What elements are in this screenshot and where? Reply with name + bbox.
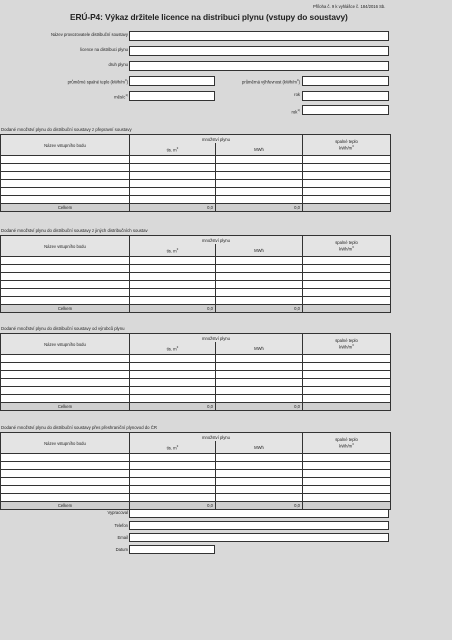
col-header-point-name: Název vstupního bodu: [1, 334, 130, 355]
mwh-cell[interactable]: [216, 387, 303, 395]
license-label: licence na distribuci plynu: [80, 47, 128, 52]
gas-type-label: druh plynu: [108, 62, 128, 67]
calorific-cell[interactable]: [303, 387, 391, 395]
table-row: [1, 462, 391, 470]
calorific-cell[interactable]: [303, 470, 391, 478]
m3-cell[interactable]: [130, 164, 216, 172]
calorific-cell[interactable]: [303, 172, 391, 180]
mwh-cell[interactable]: [216, 180, 303, 188]
total-calorific: [303, 305, 391, 313]
point-name-cell[interactable]: [1, 486, 130, 494]
m3-cell[interactable]: [130, 257, 216, 265]
mwh-cell[interactable]: [216, 156, 303, 164]
date-field[interactable]: [129, 545, 215, 554]
col-header-calorific: spalné teplo kWh/$m^3$: [303, 334, 391, 355]
mwh-cell[interactable]: [216, 379, 303, 387]
table-row: [1, 486, 391, 494]
calorific-cell[interactable]: [303, 454, 391, 462]
calorific-cell[interactable]: [303, 395, 391, 403]
m3-cell[interactable]: [130, 387, 216, 395]
section-title: Dodané množství plynu do distribuční soustavy od výrobců plynu: [1, 326, 125, 331]
point-name-cell[interactable]: [1, 265, 130, 273]
point-name-cell[interactable]: [1, 395, 130, 403]
col-header-m3: tis. $m^3$: [130, 342, 216, 355]
table-row: [1, 494, 391, 502]
m3-cell[interactable]: [130, 363, 216, 371]
col-header-calorific: spalné teplo kWh/$m^3$: [303, 433, 391, 454]
m3-cell[interactable]: [130, 462, 216, 470]
table-row: [1, 188, 391, 196]
calorific-cell[interactable]: [303, 156, 391, 164]
total-calorific: [303, 204, 391, 212]
section-title: Dodané množství plynu do distribuční soustavy přes přeshraniční plynovod do ČR: [1, 425, 157, 430]
table-row: [1, 371, 391, 379]
phone-label: Telefon: [114, 523, 128, 528]
section-title: Dodané množství plynu do distribuční soustavy z jiných distribučních soustav: [1, 228, 148, 233]
mwh-cell[interactable]: [216, 196, 303, 204]
calorific-cell[interactable]: [303, 355, 391, 363]
total-m3: 0,0: [130, 403, 216, 411]
col-header-m3: tis. $m^3$: [130, 143, 216, 156]
total-row: [1, 204, 391, 212]
prepared-by-label: Vypracoval: [107, 510, 128, 515]
col-header-mwh: MWh: [216, 244, 303, 257]
point-name-cell[interactable]: [1, 257, 130, 265]
calorific-cell[interactable]: [303, 478, 391, 486]
section-title: Dodané množství plynu do distribuční soustavy z přepravní soustavy: [1, 127, 132, 132]
table-row: [1, 289, 391, 297]
mwh-cell[interactable]: [216, 289, 303, 297]
calorific-cell[interactable]: [303, 281, 391, 289]
table-row: [1, 281, 391, 289]
col-header-mwh: MWh: [216, 342, 303, 355]
point-name-cell[interactable]: [1, 188, 130, 196]
calorific-cell[interactable]: [303, 462, 391, 470]
mwh-cell[interactable]: [216, 486, 303, 494]
m3-cell[interactable]: [130, 265, 216, 273]
calorific-cell[interactable]: [303, 273, 391, 281]
col-header-mwh: MWh: [216, 441, 303, 454]
mwh-cell[interactable]: [216, 257, 303, 265]
email-field[interactable]: [129, 533, 389, 542]
email-label: Email: [117, 535, 128, 540]
m3-cell[interactable]: [130, 486, 216, 494]
total-label: Celkem: [1, 204, 130, 212]
point-name-cell[interactable]: [1, 494, 130, 502]
point-name-cell[interactable]: [1, 180, 130, 188]
mwh-cell[interactable]: [216, 395, 303, 403]
mwh-cell[interactable]: [216, 371, 303, 379]
section-table: [0, 333, 391, 411]
point-name-cell[interactable]: [1, 164, 130, 172]
calorific-cell[interactable]: [303, 371, 391, 379]
month-label: měsíc$^{1)}$: [114, 93, 128, 100]
table-row: [1, 180, 391, 188]
m3-cell[interactable]: [130, 478, 216, 486]
point-name-cell[interactable]: [1, 273, 130, 281]
prepared-by-field[interactable]: [129, 509, 389, 518]
table-row: [1, 196, 391, 204]
m3-cell[interactable]: [130, 172, 216, 180]
point-name-cell[interactable]: [1, 363, 130, 371]
calorific-cell[interactable]: [303, 494, 391, 502]
col-header-point-name: Název vstupního bodu: [1, 135, 130, 156]
m3-cell[interactable]: [130, 371, 216, 379]
year2-field[interactable]: [302, 105, 389, 115]
avg-heating-label: průměrná výhřevnost $(kWh/m^3)$: [242, 78, 300, 85]
m3-cell[interactable]: [130, 297, 216, 305]
calorific-cell[interactable]: [303, 297, 391, 305]
mwh-cell[interactable]: [216, 494, 303, 502]
mwh-cell[interactable]: [216, 164, 303, 172]
calorific-cell[interactable]: [303, 363, 391, 371]
table-row: [1, 387, 391, 395]
table-row: [1, 355, 391, 363]
table-row: [1, 273, 391, 281]
col-header-quantity: množství plynu: [130, 433, 303, 442]
total-mwh: 0,0: [216, 204, 303, 212]
avg-heating-field[interactable]: [302, 76, 389, 86]
point-name-cell[interactable]: [1, 289, 130, 297]
year-field[interactable]: [302, 91, 389, 101]
table-row: [1, 257, 391, 265]
point-name-cell[interactable]: [1, 470, 130, 478]
calorific-cell[interactable]: [303, 257, 391, 265]
col-header-mwh: MWh: [216, 143, 303, 156]
table-row: [1, 265, 391, 273]
table-row: [1, 478, 391, 486]
mwh-cell[interactable]: [216, 265, 303, 273]
table-row: [1, 363, 391, 371]
col-header-quantity: množství plynu: [130, 334, 303, 343]
point-name-cell[interactable]: [1, 355, 130, 363]
gas-type-field[interactable]: [129, 61, 389, 71]
total-label: Celkem: [1, 502, 130, 510]
mwh-cell[interactable]: [216, 188, 303, 196]
point-name-cell[interactable]: [1, 156, 130, 164]
calorific-cell[interactable]: [303, 188, 391, 196]
section-table: [0, 134, 391, 212]
table-row: [1, 454, 391, 462]
col-header-m3: tis. $m^3$: [130, 244, 216, 257]
license-field[interactable]: [129, 46, 389, 56]
col-header-calorific: spalné teplo kWh/$m^3$: [303, 236, 391, 257]
calorific-cell[interactable]: [303, 289, 391, 297]
total-label: Celkem: [1, 403, 130, 411]
phone-field[interactable]: [129, 521, 389, 530]
mwh-cell[interactable]: [216, 454, 303, 462]
point-name-cell[interactable]: [1, 454, 130, 462]
table-row: [1, 395, 391, 403]
m3-cell[interactable]: [130, 395, 216, 403]
point-name-cell[interactable]: [1, 478, 130, 486]
mwh-cell[interactable]: [216, 478, 303, 486]
m3-cell[interactable]: [130, 355, 216, 363]
m3-cell[interactable]: [130, 379, 216, 387]
year-label: rok: [294, 92, 300, 97]
total-m3: 0,0: [130, 502, 216, 510]
mwh-cell[interactable]: [216, 273, 303, 281]
m3-cell[interactable]: [130, 196, 216, 204]
point-name-cell[interactable]: [1, 371, 130, 379]
avg-calorific-label: průměrné spalné teplo $(kWh/m^3)$: [67, 78, 128, 85]
total-m3: 0,0: [130, 305, 216, 313]
point-name-cell[interactable]: [1, 172, 130, 180]
annex-note: Příloha č. 9 k vyhlášce č. 184/2016 Sb.: [313, 4, 386, 9]
point-name-cell[interactable]: [1, 196, 130, 204]
m3-cell[interactable]: [130, 273, 216, 281]
total-row: [1, 305, 391, 313]
operator-name-label: Název provozovatele distribuční soustavy: [50, 32, 128, 37]
point-name-cell[interactable]: [1, 379, 130, 387]
point-name-cell[interactable]: [1, 297, 130, 305]
total-label: Celkem: [1, 305, 130, 313]
table-row: [1, 172, 391, 180]
operator-name-field[interactable]: [129, 31, 389, 41]
m3-cell[interactable]: [130, 470, 216, 478]
page-title: ERÚ-P4: Výkaz držitele licence na distribuci plynu (vstupy do soustavy): [70, 12, 348, 22]
calorific-cell[interactable]: [303, 196, 391, 204]
table-row: [1, 470, 391, 478]
mwh-cell[interactable]: [216, 297, 303, 305]
col-header-point-name: Název vstupního bodu: [1, 433, 130, 454]
point-name-cell[interactable]: [1, 281, 130, 289]
total-row: [1, 403, 391, 411]
m3-cell[interactable]: [130, 188, 216, 196]
point-name-cell[interactable]: [1, 387, 130, 395]
m3-cell[interactable]: [130, 156, 216, 164]
total-mwh: 0,0: [216, 502, 303, 510]
year2-label: rok$^{1)}$: [291, 108, 300, 115]
m3-cell[interactable]: [130, 494, 216, 502]
total-mwh: 0,0: [216, 305, 303, 313]
month-field[interactable]: [129, 91, 215, 101]
col-header-point-name: Název vstupního bodu: [1, 236, 130, 257]
table-row: [1, 297, 391, 305]
calorific-cell[interactable]: [303, 486, 391, 494]
section-table: [0, 432, 391, 510]
total-m3: 0,0: [130, 204, 216, 212]
table-row: [1, 164, 391, 172]
m3-cell[interactable]: [130, 289, 216, 297]
mwh-cell[interactable]: [216, 172, 303, 180]
section-table: [0, 235, 391, 313]
total-calorific: [303, 403, 391, 411]
col-header-calorific: spalné teplo kWh/$m^3$: [303, 135, 391, 156]
table-row: [1, 156, 391, 164]
point-name-cell[interactable]: [1, 462, 130, 470]
mwh-cell[interactable]: [216, 355, 303, 363]
calorific-cell[interactable]: [303, 164, 391, 172]
m3-cell[interactable]: [130, 281, 216, 289]
calorific-cell[interactable]: [303, 265, 391, 273]
total-mwh: 0,0: [216, 403, 303, 411]
col-header-quantity: množství plynu: [130, 135, 303, 144]
mwh-cell[interactable]: [216, 470, 303, 478]
mwh-cell[interactable]: [216, 281, 303, 289]
calorific-cell[interactable]: [303, 180, 391, 188]
avg-calorific-field[interactable]: [129, 76, 215, 86]
col-header-quantity: množství plynu: [130, 236, 303, 245]
m3-cell[interactable]: [130, 454, 216, 462]
table-row: [1, 379, 391, 387]
date-label: Datum: [115, 547, 128, 552]
mwh-cell[interactable]: [216, 363, 303, 371]
mwh-cell[interactable]: [216, 462, 303, 470]
m3-cell[interactable]: [130, 180, 216, 188]
calorific-cell[interactable]: [303, 379, 391, 387]
col-header-m3: tis. $m^3$: [130, 441, 216, 454]
